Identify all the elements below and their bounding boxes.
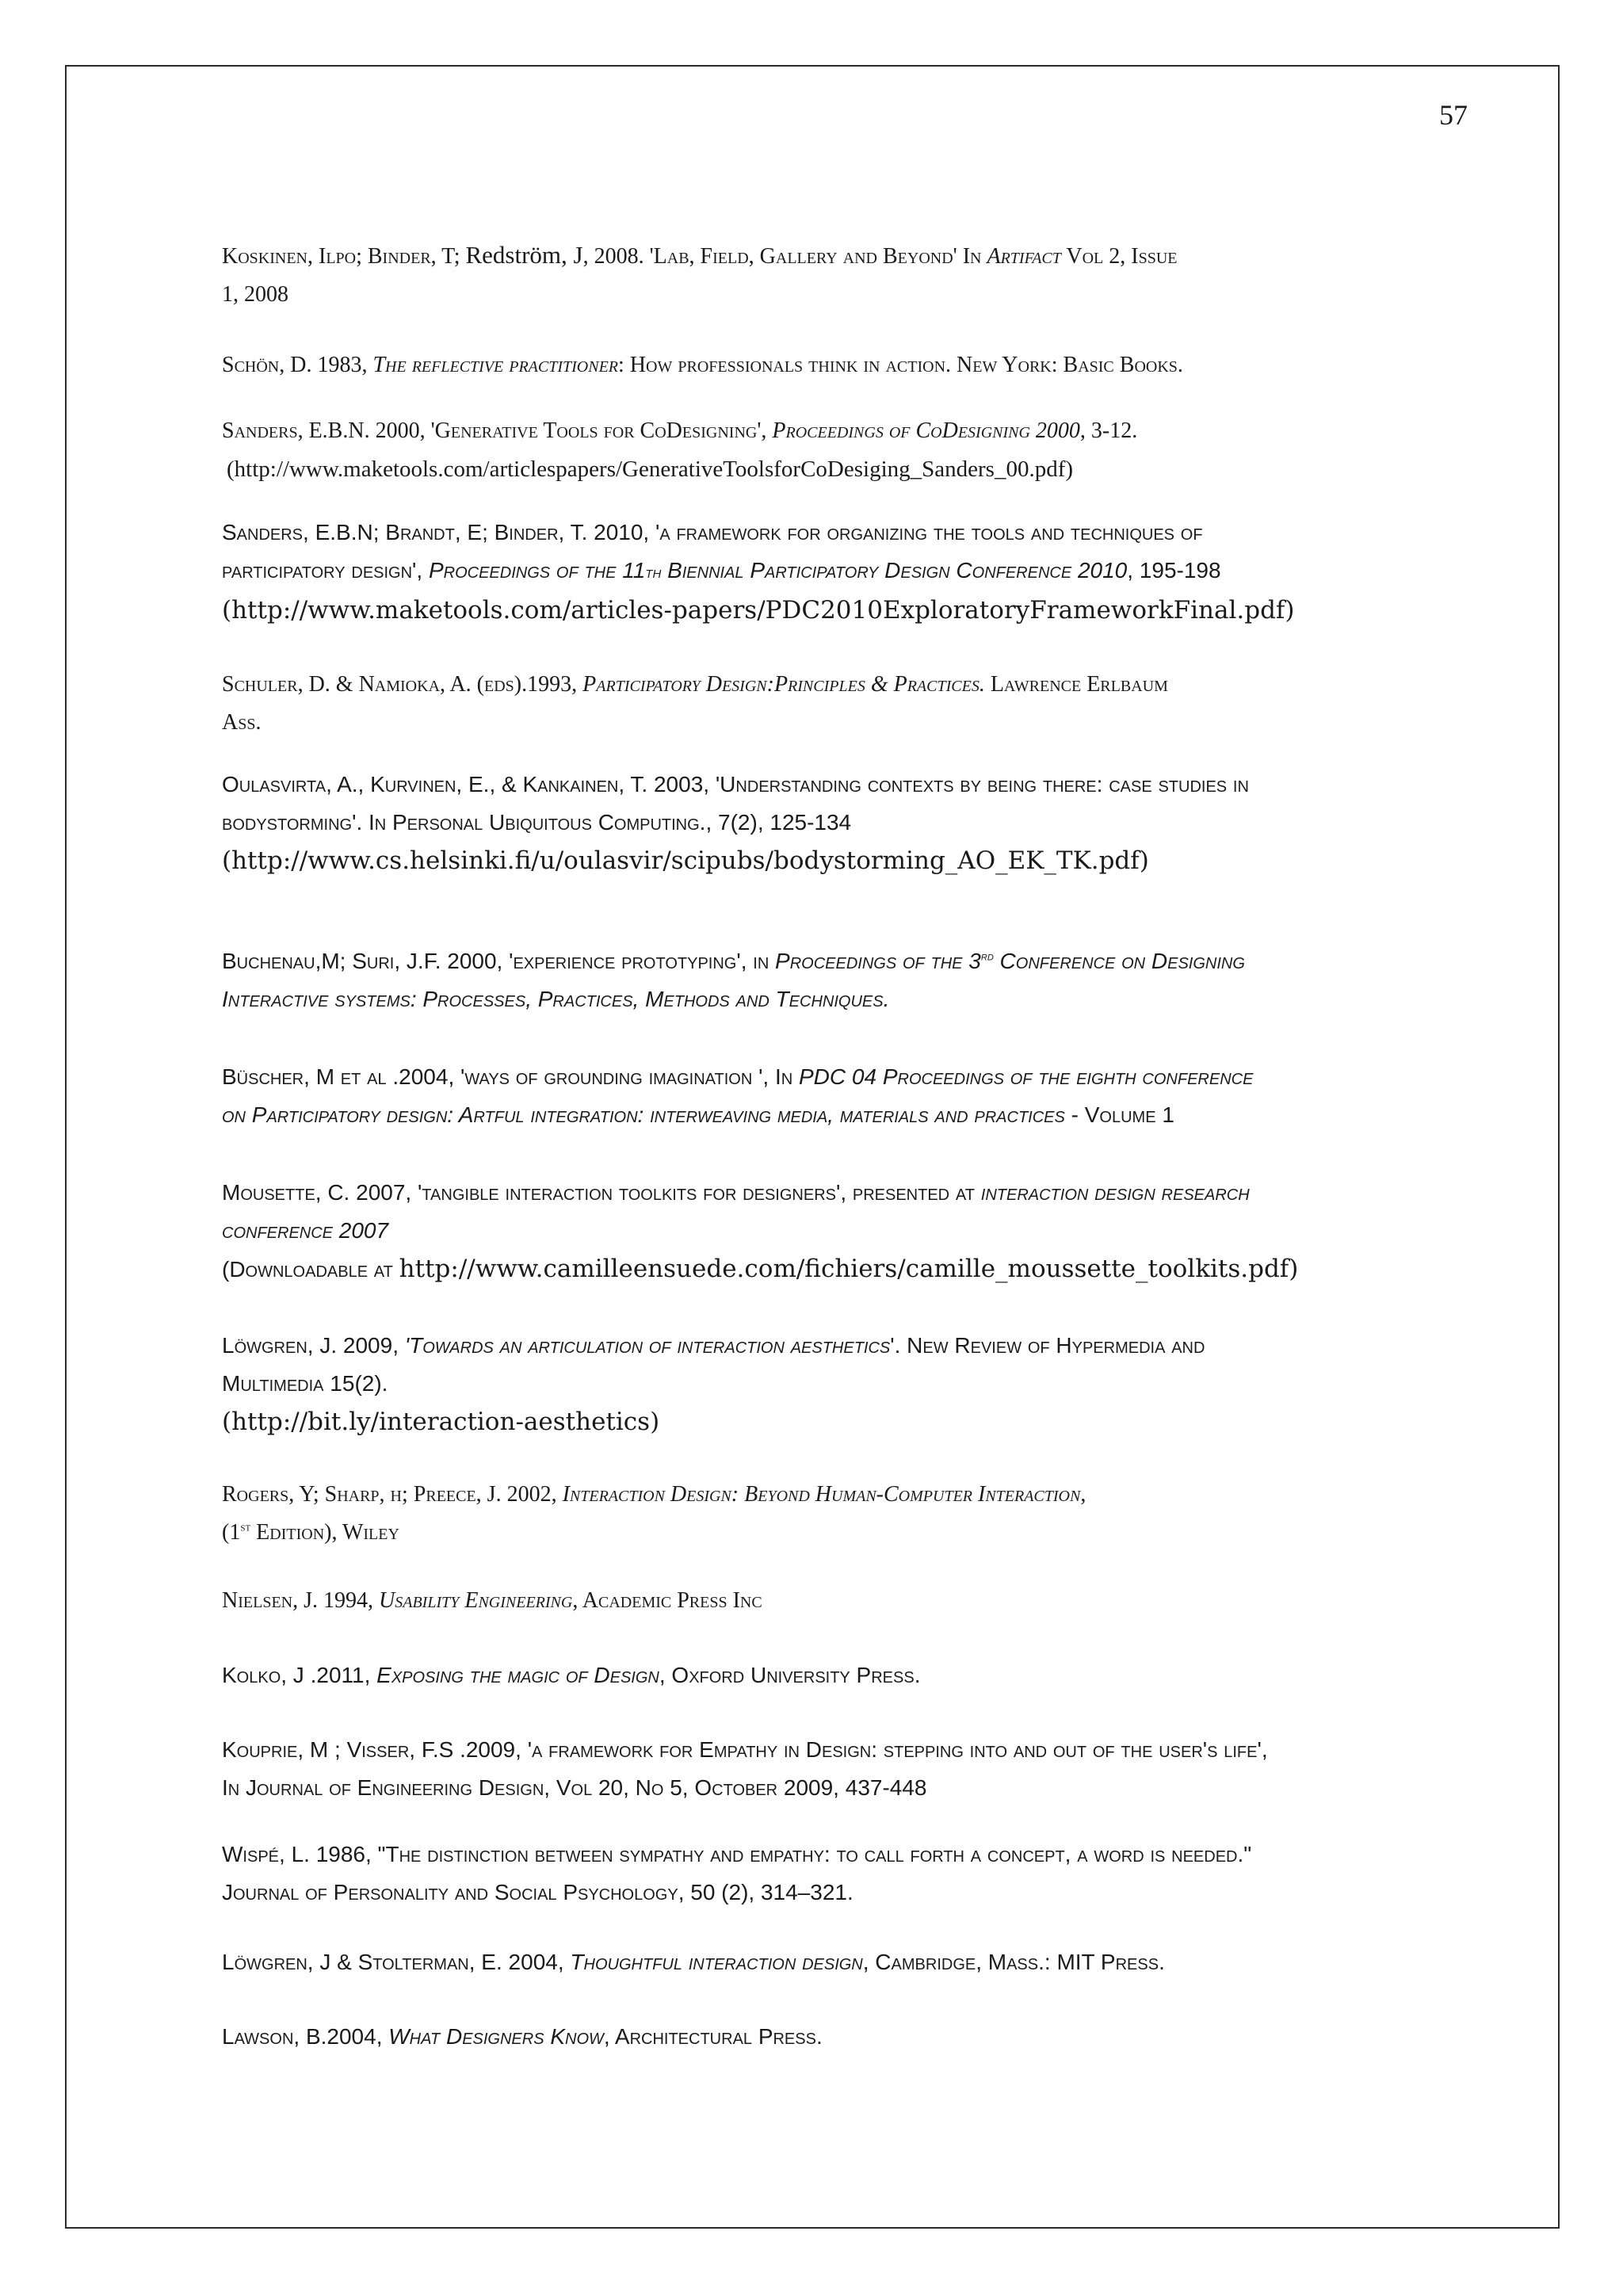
reference-oulasvirta: Oulasvirta, A., Kurvinen, E., & Kankainen, T. 2003, 'Understanding contexts by being there: case studies in bodystorming'. In Personal Ubiquitous Computing., 7(2), 125-134 (http://www.cs.helsinki.fi/u/oulasvir/scipubs/bodystorming_AO_EK_TK.pdf) bbox=[222, 772, 1249, 875]
reference-nielsen: Nielsen, J. 1994, Usability Engineering, Academic Press Inc bbox=[222, 1588, 762, 1613]
reference-schuler: Schuler, D. & Namioka, A. (eds).1993, Participatory Design:Principles & Practices. Lawrence Erlbaum Ass. bbox=[222, 672, 1168, 735]
reference-url: (http://www.cs.helsinki.fi/u/oulasvir/scipubs/bodystorming_AO_EK_TK.pdf) bbox=[222, 846, 1149, 875]
reference-url: (http://www.maketools.com/articlespapers/GenerativeToolsforCoDesiging_Sanders_00.pdf) bbox=[227, 457, 1074, 482]
reference-kouprie: Kouprie, M ; Visser, F.S .2009, 'a framework for Empathy in Design: stepping into and out of the user's life', In Journal of Engineering Design, Vol 20, No 5, October 2009, 437-448 bbox=[222, 1737, 1268, 1800]
reference-sanders-2010: Sanders, E.B.N; Brandt, E; Binder, T. 2010, 'a framework for organizing the tools and techniques of participatory design', Proceedings of the 11th Biennial Participatory Design Conference 2010, 195-198 (http://www.maketools.com/articles-papers/PDC2010ExploratoryFrameworkFinal.pdf) bbox=[222, 520, 1295, 625]
page-number: 57 bbox=[1439, 99, 1468, 131]
reference-lowgren-2004: Löwgren, J & Stolterman, E. 2004, Thoughtful interaction design, Cambridge, Mass.: MIT Press. bbox=[222, 1950, 1165, 1974]
reference-lowgren-2009: Löwgren, J. 2009, 'Towards an articulation of interaction aesthetics'. New Review of Hypermedia and Multimedia 15(2). (http://bit.ly/interaction-aesthetics) bbox=[222, 1333, 1205, 1436]
reference-koskinen: Koskinen, Ilpo; Binder, T; Redström, J, 2008. 'Lab, Field, Gallery and Beyond' In Artifact Vol 2, Issue 1, 2008 bbox=[222, 241, 1178, 307]
reference-buchenau: Buchenau,M; Suri, J.F. 2000, 'experience prototyping', in Proceedings of the 3rd Conference on Designing Interactive systems: Processes, Practices, Methods and Techniques. bbox=[222, 949, 1245, 1011]
reference-mousette: Mousette, C. 2007, 'tangible interaction toolkits for designers', presented at interaction design research conference 2007 (Downloadable at http://www.camilleensuede.com/fichiers/camille_moussette_toolkits.pdf) bbox=[222, 1180, 1299, 1283]
reference-schon: Schön, D. 1983, The reflective practitioner: How professionals think in action. New York: Basic Books. bbox=[222, 353, 1183, 377]
reference-url: (http://www.maketools.com/articles-papers/PDC2010ExploratoryFrameworkFinal.pdf) bbox=[222, 596, 1295, 625]
reference-kolko: Kolko, J .2011, Exposing the magic of Design, Oxford University Press. bbox=[222, 1663, 921, 1687]
reference-rogers: Rogers, Y; Sharp, h; Preece, J. 2002, Interaction Design: Beyond Human-Computer Interaction, (1st Edition), Wiley bbox=[222, 1482, 1086, 1545]
reference-sanders-2000: Sanders, E.B.N. 2000, 'Generative Tools for CoDesigning', Proceedings of CoDesigning 2000, 3-12. (http://www.maketools.com/articlespapers/GenerativeToolsforCoDesiging_Sanders_00.pdf) bbox=[222, 418, 1138, 482]
reference-url: (http://bit.ly/interaction-aesthetics) bbox=[222, 1408, 660, 1436]
reference-url: http://www.camilleensuede.com/fichiers/camille_moussette_toolkits.pdf) bbox=[399, 1255, 1299, 1283]
reference-buscher: Büscher, M et al .2004, 'ways of grounding imagination ', In PDC 04 Proceedings of the eighth conference on Participatory design: Artful integration: interweaving media, materials and practices - Volume 1 bbox=[222, 1064, 1254, 1127]
reference-lawson: Lawson, B.2004, What Designers Know, Architectural Press. bbox=[222, 2024, 823, 2049]
reference-wispe: Wispé, L. 1986, "The distinction between sympathy and empathy: to call forth a concept, a word is needed." Journal of Personality and Social Psychology, 50 (2), 314–321. bbox=[222, 1842, 1252, 1904]
